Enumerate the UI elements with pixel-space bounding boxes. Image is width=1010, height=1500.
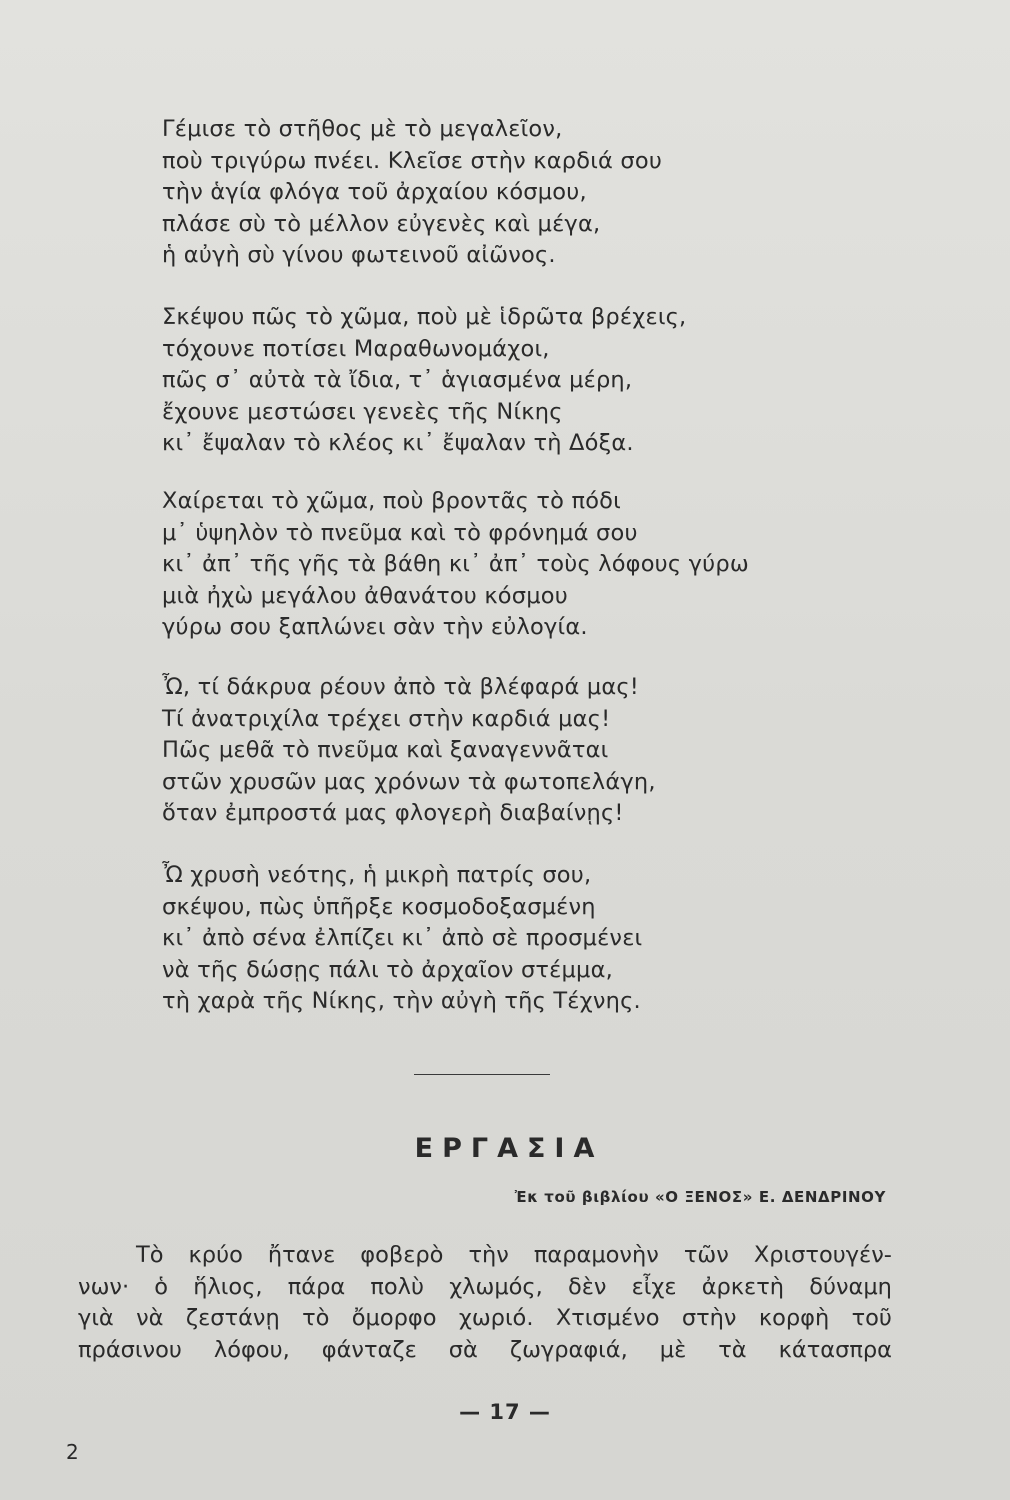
page-number: — 17 — [459,1400,551,1424]
poem-line: μιὰ ἠχὼ μεγάλου ἀθανάτου κόσμου [162,582,568,609]
section-divider [414,1074,550,1075]
poem-line: μ᾽ ὑψηλὸν τὸ πνεῦμα καὶ τὸ φρόνημά σου [162,519,638,546]
poem-line: τὴν ἁγία φλόγα τοῦ ἀρχαίου κόσμου, [162,179,587,206]
prose-line: Τὸ κρύο ἤτανε φοβερὸ τὴν παραμονὴν τῶν Χριστουγέν- [136,1242,892,1268]
poem-stanza-1 [162,114,662,272]
poem-line: πλάσε σὺ τὸ μέλλον εὐγενὲς καὶ μέγα, [162,210,601,237]
poem-line: Σκέψου πῶς τὸ χῶμα, ποὺ μὲ ἱδρῶτα βρέχεις, [162,304,687,330]
prose-line: πράσινου λόφου, φάνταζε σὰ ζωγραφιά, μὲ τὰ κάτασπρα [78,1336,892,1363]
poem-line: νὰ τῆς δώσῃς πάλι τὸ ἀρχαῖον στέμμα, [162,956,613,983]
poem-line: γύρω σου ξαπλώνει σὰν τὴν εὐλογία. [162,614,588,641]
poem-line: ἔχουνε μεστώσει γενεὲς τῆς Νίκης [162,398,563,425]
source-attribution: Ἐκ τοῦ βιβλίου «Ο ΞΕΝΟΣ» Ε. ΔΕΝΔΡΙΝΟΥ [514,1188,886,1206]
poem-line: στῶν χρυσῶν μας χρόνων τὰ φωτοπελάγη, [162,768,656,795]
signature-mark: 2 [66,1440,79,1464]
poem-line: Πῶς μεθᾶ τὸ πνεῦμα καὶ ξαναγεννᾶται [162,737,609,764]
poem-line: τόχουνε ποτίσει Μαραθωνομάχοι, [162,335,550,362]
poem-stanza-3 [162,486,749,644]
poem-line: τὴ χαρὰ τῆς Νίκης, τὴν αὐγὴ τῆς Τέχνης. [162,988,641,1015]
poem-line: Γέμισε τὸ στῆθος μὲ τὸ μεγαλεῖον, [162,116,563,142]
poem-line: Ὦ χρυσὴ νεότης, ἡ μικρὴ πατρίς σου, [162,862,592,888]
poem-stanza-2 [162,302,686,460]
poem-line: κι᾽ ἔψαλαν τὸ κλέος κι᾽ ἔψαλαν τὴ Δόξα. [162,430,634,457]
poem-line: ἡ αὐγὴ σὺ γίνου φωτεινοῦ αἰῶνος. [162,242,556,269]
poem-line: κι᾽ ἀπὸ σένα ἐλπίζει κι᾽ ἀπὸ σὲ προσμένει [162,925,643,952]
prose-line: γιὰ νὰ ζεστάνῃ τὸ ὄμορφο χωριό. Χτισμένο στὴν κορφὴ τοῦ [78,1305,892,1332]
poem-line: πῶς σ᾽ αὐτὰ τὰ ἴδια, τ᾽ ἁγιασμένα μέρη, [162,367,633,394]
prose-line: νων· ὁ ἥλιος, πάρα πολὺ χλωμός, δὲν εἶχε ἀρκετὴ δύναμη [78,1273,892,1300]
prose-paragraph [78,1240,892,1366]
poem-line: ὅταν ἐμπροστά μας φλογερὴ διαβαίνῃς! [162,800,624,827]
poem-line: Τί ἀνατριχίλα τρέχει στὴν καρδιά μας! [162,705,611,732]
poem-line: σκέψου, πὼς ὑπῆρξε κοσμοδοξασμένη [162,893,596,920]
poem-line: κι᾽ ἀπ᾽ τῆς γῆς τὰ βάθη κι᾽ ἀπ᾽ τοὺς λόφους γύρω [162,551,749,578]
section-title: ΕΡΓΑΣΙΑ [414,1133,604,1164]
poem-line: ποὺ τριγύρω πνέει. Κλεῖσε στὴν καρδιά σου [162,147,663,174]
poem-stanza-4 [162,672,656,830]
poem-line: Χαίρεται τὸ χῶμα, ποὺ βροντᾶς τὸ πόδι [162,488,621,514]
poem-stanza-5 [162,860,642,1018]
poem-line: Ὦ, τί δάκρυα ρέουν ἀπὸ τὰ βλέφαρά μας! [162,674,640,700]
